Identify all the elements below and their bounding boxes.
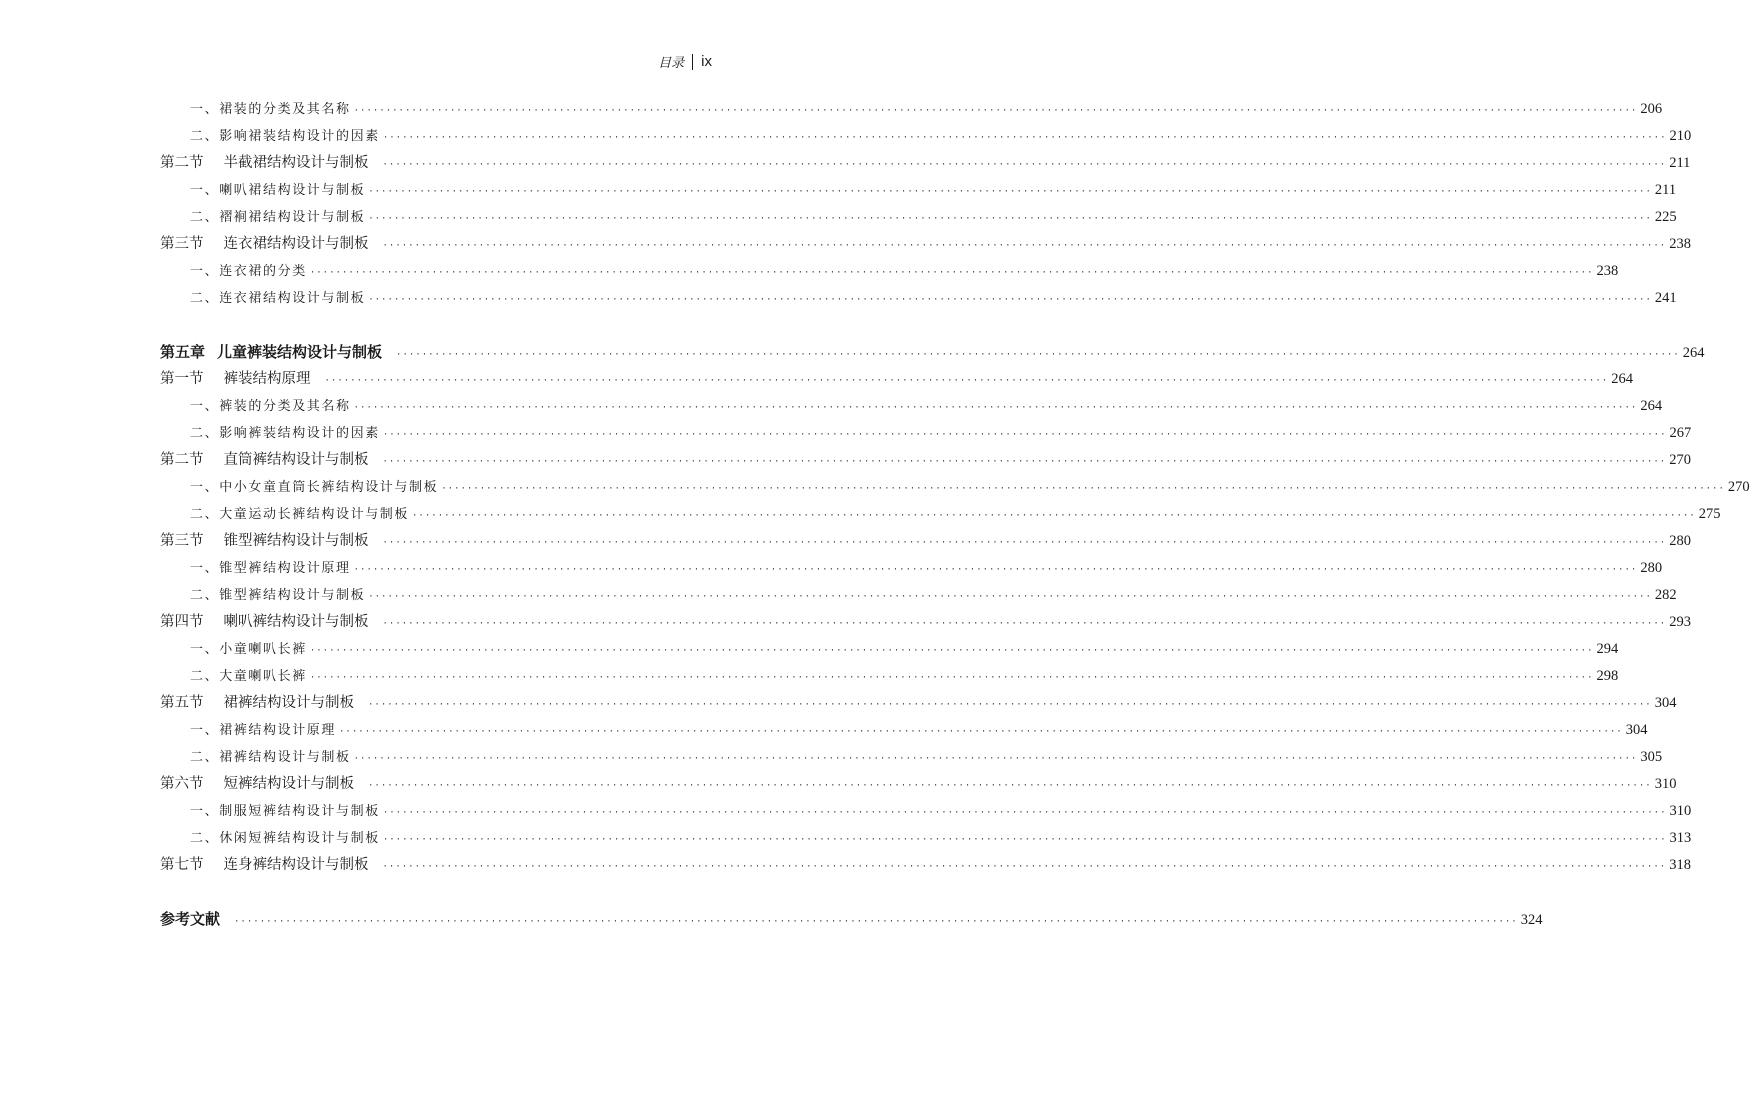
dot-leader: ········································································································································································································ — [382, 457, 1667, 467]
toc-entry-label: 二、大童运动长裤结构设计与制板 — [190, 507, 410, 522]
toc-page-number: 318 — [1669, 857, 1691, 873]
section-number: 第三节 — [160, 236, 204, 252]
toc-page-number: 280 — [1640, 560, 1663, 576]
dot-leader: ········································································································································································································ — [382, 241, 1667, 251]
toc-section-entry[interactable] — [160, 231, 1691, 258]
dot-leader: ········································································································································································································ — [382, 430, 1667, 440]
section-title: 裙裤结构设计与制板 — [223, 695, 354, 711]
chapter-title: 儿童裤装结构设计与制板 — [217, 343, 383, 361]
toc-entry-label: 一、制服短裤结构设计与制板 — [190, 804, 380, 819]
toc-section-entry[interactable] — [160, 150, 1691, 177]
section-number: 第三节 — [160, 533, 204, 549]
dot-leader: ········································································································································································································ — [412, 511, 1696, 521]
dot-leader: ········································································································································································································ — [368, 700, 1652, 710]
chapter-number: 参考文献 — [160, 910, 221, 928]
toc-entry-heading — [160, 852, 369, 879]
dot-leader: ········································································································································································································ — [353, 754, 1638, 764]
header-divider — [692, 54, 693, 70]
toc-entry-label: 一、小童喇叭长裤 — [190, 642, 307, 657]
toc-entry-heading — [160, 339, 382, 366]
toc-spacer — [160, 312, 708, 339]
toc-entry-label: 一、喇叭裙结构设计与制板 — [190, 183, 366, 198]
toc-entry-heading — [160, 231, 369, 258]
toc-sub-entry[interactable] — [160, 204, 1677, 231]
dot-leader: ········································································································································································································ — [368, 592, 1652, 602]
dot-leader: ········································································································································································································ — [309, 673, 1594, 683]
dot-leader: ········································································································································································································ — [382, 619, 1667, 629]
dot-leader: ········································································································································································································ — [368, 214, 1652, 224]
toc-entry-label: 二、影响裤装结构设计的因素 — [190, 426, 380, 441]
toc-page-number: 225 — [1654, 209, 1677, 225]
dot-leader: ········································································································································································································ — [382, 133, 1667, 143]
toc-entry-label: 一、裤装的分类及其名称 — [190, 399, 351, 414]
toc-entry-heading — [160, 690, 354, 717]
toc-spacer — [160, 879, 708, 906]
section-number: 第一节 — [160, 371, 204, 387]
toc-section-entry[interactable] — [160, 366, 1633, 393]
toc-page-number: 264 — [1611, 371, 1633, 387]
toc-section-entry[interactable] — [160, 690, 1677, 717]
toc-page-number: 238 — [1669, 236, 1691, 252]
toc-sub-entry[interactable] — [160, 798, 1692, 825]
toc-sub-entry[interactable] — [160, 96, 1663, 123]
toc-entry-heading — [160, 447, 369, 474]
toc-page-number: 298 — [1596, 668, 1619, 684]
toc-page-number: 211 — [1654, 182, 1677, 198]
toc-page-number: 282 — [1654, 587, 1677, 603]
dot-leader: ········································································································································································································ — [309, 268, 1594, 278]
section-number: 第五节 — [160, 695, 204, 711]
section-title: 喇叭裤结构设计与制板 — [223, 614, 369, 630]
dot-leader: ········································································································································································································ — [309, 646, 1594, 656]
chapter-number: 第五章 — [160, 343, 206, 361]
toc-sub-entry[interactable] — [160, 474, 1750, 501]
dot-leader: ········································································································································································································ — [382, 808, 1667, 818]
section-title: 连身裤结构设计与制板 — [223, 857, 369, 873]
toc-page-number: 270 — [1727, 479, 1750, 495]
toc-entry-label: 一、中小女童直筒长裤结构设计与制板 — [190, 480, 439, 495]
toc-page-number: 310 — [1669, 803, 1692, 819]
toc-sub-entry[interactable] — [160, 123, 1692, 150]
toc-entry-label: 二、连衣裙结构设计与制板 — [190, 291, 366, 306]
toc-page-number: 264 — [1640, 398, 1663, 414]
toc-page-number: 304 — [1625, 722, 1648, 738]
toc-page-number: 206 — [1640, 101, 1663, 117]
toc-page-number: 304 — [1654, 695, 1677, 711]
toc-section-entry[interactable] — [160, 528, 1691, 555]
toc-section-entry[interactable] — [160, 609, 1691, 636]
header-page-number: ix — [701, 53, 712, 70]
toc-page-number: 293 — [1669, 614, 1691, 630]
section-number: 第四节 — [160, 614, 204, 630]
toc-entry-label: 一、裙装的分类及其名称 — [190, 102, 351, 117]
toc-page-number: 310 — [1654, 776, 1677, 792]
toc-entry-heading — [160, 366, 311, 393]
toc-page-number: 241 — [1654, 290, 1677, 306]
toc-page-number: 210 — [1669, 128, 1692, 144]
toc-page-number: 275 — [1698, 506, 1721, 522]
toc-sub-entry[interactable] — [160, 825, 1692, 852]
toc-chapter-entry[interactable] — [160, 906, 1543, 933]
toc-sub-entry[interactable] — [160, 177, 1677, 204]
toc-entry-heading — [160, 609, 369, 636]
toc-sub-entry[interactable] — [160, 285, 1677, 312]
toc-section-entry[interactable] — [160, 447, 1691, 474]
toc-entry-label: 二、褶裥裙结构设计与制板 — [190, 210, 366, 225]
section-title: 裤装结构原理 — [223, 371, 311, 387]
toc-page-number: 270 — [1669, 452, 1691, 468]
toc-sub-entry[interactable] — [160, 636, 1619, 663]
section-title: 短裤结构设计与制板 — [223, 776, 354, 792]
dot-leader: ········································································································································································································ — [353, 106, 1638, 116]
section-title: 连衣裙结构设计与制板 — [223, 236, 369, 252]
toc-page-number: 313 — [1669, 830, 1692, 846]
section-title: 直筒裤结构设计与制板 — [223, 452, 369, 468]
dot-leader: ········································································································································································································ — [234, 917, 1518, 927]
dot-leader: ········································································································································································································ — [382, 538, 1667, 548]
toc-entry-label: 一、连衣裙的分类 — [190, 264, 307, 279]
toc-chapter-entry[interactable] — [160, 339, 1705, 366]
toc-sub-entry[interactable] — [160, 501, 1721, 528]
dot-leader: ········································································································································································································ — [353, 565, 1638, 575]
dot-leader: ········································································································································································································ — [339, 727, 1623, 737]
dot-leader: ········································································································································································································ — [382, 835, 1667, 845]
dot-leader: ········································································································································································································ — [368, 295, 1652, 305]
toc-entry-label: 二、影响裙装结构设计的因素 — [190, 129, 380, 144]
dot-leader: ········································································································································································································ — [441, 484, 1725, 494]
toc-sub-entry[interactable] — [160, 393, 1663, 420]
running-header — [658, 52, 712, 71]
toc-page-number: 324 — [1520, 912, 1543, 928]
toc-entry-label: 二、大童喇叭长裤 — [190, 669, 307, 684]
section-number: 第二节 — [160, 452, 204, 468]
section-number: 第七节 — [160, 857, 204, 873]
section-number: 第六节 — [160, 776, 204, 792]
toc-entry-heading — [160, 150, 369, 177]
toc-page-number: 211 — [1669, 155, 1691, 171]
toc-page-number: 294 — [1596, 641, 1619, 657]
toc-entry-label: 一、裙裤结构设计原理 — [190, 723, 337, 738]
toc-entry-heading — [160, 771, 354, 798]
toc-entry-label: 二、锥型裤结构设计与制板 — [190, 588, 366, 603]
dot-leader: ········································································································································································································ — [382, 160, 1667, 170]
toc-entry-heading — [160, 528, 369, 555]
toc-page-number: 267 — [1669, 425, 1692, 441]
dot-leader: ········································································································································································································ — [368, 781, 1652, 791]
toc-section-entry[interactable] — [160, 852, 1691, 879]
dot-leader: ········································································································································································································ — [368, 187, 1652, 197]
toc-entry-label: 一、锥型裤结构设计原理 — [190, 561, 351, 576]
toc-entry-heading — [160, 906, 220, 933]
toc-sub-entry[interactable] — [160, 717, 1648, 744]
toc-section-entry[interactable] — [160, 771, 1677, 798]
table-of-contents — [160, 96, 1750, 933]
toc-sub-entry[interactable] — [160, 420, 1692, 447]
toc-entry-label: 二、休闲短裤结构设计与制板 — [190, 831, 380, 846]
toc-sub-entry[interactable] — [160, 258, 1619, 285]
toc-sub-entry[interactable] — [160, 555, 1663, 582]
dot-leader: ········································································································································································································ — [396, 350, 1680, 360]
section-number: 第二节 — [160, 155, 204, 171]
toc-sub-entry[interactable] — [160, 663, 1619, 690]
dot-leader: ········································································································································································································ — [382, 862, 1667, 872]
toc-page-number: 264 — [1682, 345, 1705, 361]
dot-leader: ········································································································································································································ — [353, 403, 1638, 413]
toc-entry-label: 二、裙裤结构设计与制板 — [190, 750, 351, 765]
dot-leader: ········································································································································································································ — [324, 376, 1609, 386]
toc-page-number: 238 — [1596, 263, 1619, 279]
section-title: 半截裙结构设计与制板 — [223, 155, 369, 171]
header-title: 目录 — [658, 56, 685, 71]
section-title: 锥型裤结构设计与制板 — [223, 533, 369, 549]
toc-sub-entry[interactable] — [160, 744, 1663, 771]
toc-sub-entry[interactable] — [160, 582, 1677, 609]
toc-page-number: 280 — [1669, 533, 1691, 549]
toc-page-number: 305 — [1640, 749, 1663, 765]
